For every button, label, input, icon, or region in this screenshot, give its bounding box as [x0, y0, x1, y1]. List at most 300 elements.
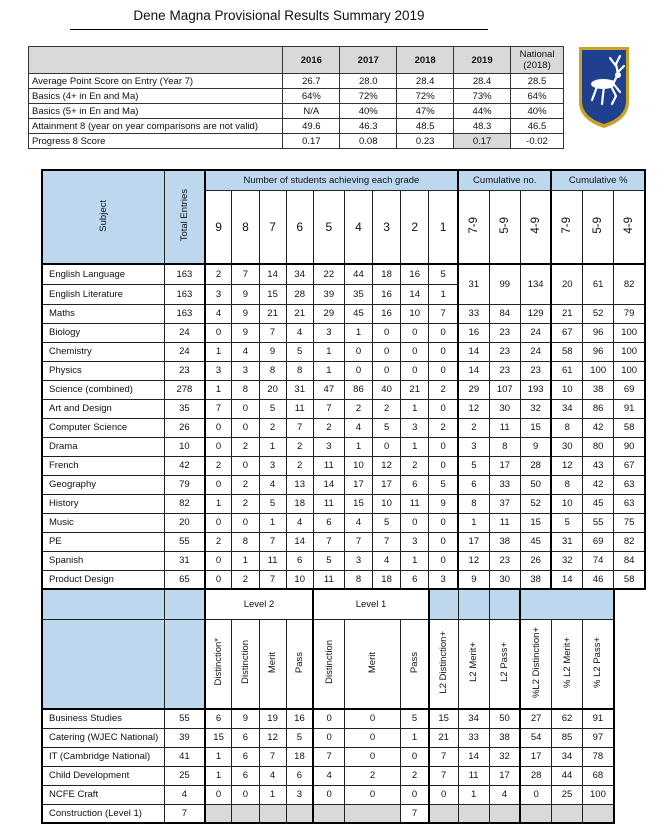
- grade-cell: 3: [313, 437, 344, 456]
- summary-header-national-text: National (2018): [519, 49, 555, 71]
- grade-cell: 6: [313, 513, 344, 532]
- grade-cell: 7: [373, 532, 401, 551]
- cum-no-cell: 38: [520, 570, 551, 589]
- cum-no-header: [489, 190, 520, 264]
- voc-cum-cell: 7: [429, 766, 458, 785]
- grade-cell: 35: [344, 284, 372, 304]
- cum-no-header-text: 4-9: [529, 216, 542, 234]
- voc-pct-cell: 62: [551, 709, 582, 728]
- grade-header: 3: [373, 190, 401, 264]
- grade-cell: 8: [259, 361, 286, 380]
- level2-cell: 16: [286, 709, 313, 728]
- cum-no-cell: 12: [458, 399, 489, 418]
- grade-cell: 3: [205, 361, 232, 380]
- voc-cum-cell: 21: [429, 728, 458, 747]
- grade-cell: 17: [344, 475, 372, 494]
- summary-row: [29, 104, 564, 119]
- grade-cell: 2: [286, 456, 313, 475]
- grade-cell: 2: [232, 475, 259, 494]
- grade-cell: 0: [205, 551, 232, 570]
- level2-cell: 0: [205, 785, 232, 804]
- page-title: Dene Magna Provisional Results Summary 2019: [70, 8, 488, 30]
- subject-cell: Maths: [42, 304, 165, 323]
- cum-no-cell: 37: [489, 494, 520, 513]
- summary-cell: 73%: [454, 89, 511, 104]
- grade-cell: 5: [259, 399, 286, 418]
- summary-cell: 40%: [340, 104, 397, 119]
- grade-cell: 0: [373, 361, 401, 380]
- table-row: [42, 747, 645, 766]
- table-row: [42, 709, 645, 728]
- summary-header-2017: 2017: [340, 47, 397, 74]
- grade-cell: 7: [205, 399, 232, 418]
- cum-no-cell: 32: [520, 399, 551, 418]
- grade-cell: 1: [401, 551, 429, 570]
- summary-cell: 46.5: [511, 119, 564, 134]
- summary-row: [29, 119, 564, 134]
- grade-cell: 9: [429, 494, 458, 513]
- grade-cell: 7: [344, 532, 372, 551]
- cum-no-cell: 84: [489, 304, 520, 323]
- grade-cell: 15: [259, 284, 286, 304]
- grade-cell: 13: [286, 475, 313, 494]
- cum-no-cell: 23: [489, 342, 520, 361]
- voc-pct-cell: 25: [551, 785, 582, 804]
- grade-cell: 11: [286, 399, 313, 418]
- grey-cell: [458, 804, 489, 823]
- summary-row-label: Progress 8 Score: [29, 134, 283, 149]
- total-cell: 278: [165, 380, 205, 399]
- cum-pct-cell: 30: [551, 437, 582, 456]
- cum-pct-cell: 58: [614, 570, 645, 589]
- grade-cell: 0: [429, 513, 458, 532]
- grade-cell: 0: [429, 399, 458, 418]
- grade-cell: 3: [429, 570, 458, 589]
- grade-cell: 11: [259, 551, 286, 570]
- grade-cell: 9: [259, 342, 286, 361]
- total-entries-header: [165, 170, 205, 264]
- subject-cell: Catering (WJEC National): [42, 728, 165, 747]
- grade-cell: 2: [232, 437, 259, 456]
- summary-row-label: Basics (5+ in En and Ma): [29, 104, 283, 119]
- grades-group-header: Number of students achieving each grade: [205, 170, 458, 190]
- level2-cell: 1: [205, 766, 232, 785]
- cum-no-cell: 2: [458, 418, 489, 437]
- total-cell: 163: [165, 304, 205, 323]
- summary-header-2019: 2019: [454, 47, 511, 74]
- total-cell: 79: [165, 475, 205, 494]
- voc-pct-group-header: [520, 589, 613, 619]
- grade-cell: 0: [205, 570, 232, 589]
- subject-cell: Science (combined): [42, 380, 165, 399]
- grade-cell: 9: [232, 304, 259, 323]
- grade-cell: 3: [232, 361, 259, 380]
- grade-cell: 7: [313, 399, 344, 418]
- cum-pct-cell: 100: [583, 361, 614, 380]
- voc-pct-cell: 68: [583, 766, 614, 785]
- grade-cell: 4: [344, 513, 372, 532]
- cum-no-header-text: 5-9: [498, 216, 511, 234]
- grade-cell: 8: [232, 380, 259, 399]
- level2-cell: 1: [259, 785, 286, 804]
- grade-cell: 14: [313, 475, 344, 494]
- cum-pct-cell: 80: [583, 437, 614, 456]
- grade-cell: 4: [344, 418, 372, 437]
- subject-cell: Computer Science: [42, 418, 165, 437]
- grade-cell: 0: [232, 399, 259, 418]
- voc-subject-blank: [42, 619, 165, 709]
- cum-pct-cell: 69: [614, 380, 645, 399]
- level1-header: Level 1: [313, 589, 429, 619]
- grade-cell: 0: [429, 437, 458, 456]
- grade-cell: 2: [259, 418, 286, 437]
- cum-pct-cell: 96: [583, 323, 614, 342]
- grade-cell: 0: [401, 323, 429, 342]
- grade-cell: 1: [401, 437, 429, 456]
- grade-cell: 45: [344, 304, 372, 323]
- cum-no-cell: 15: [520, 418, 551, 437]
- cum-pct-cell: 63: [614, 475, 645, 494]
- cum-pct-cell: 42: [583, 418, 614, 437]
- cum-pct-cell: 38: [583, 380, 614, 399]
- level2-col-header: [259, 619, 286, 709]
- total-cell: 42: [165, 456, 205, 475]
- cum-pct-cell: 8: [551, 418, 582, 437]
- total-cell: 23: [165, 361, 205, 380]
- cum-pct-cell: 21: [551, 304, 582, 323]
- table-row: [42, 475, 645, 494]
- cum-pct-cell: 82: [614, 532, 645, 551]
- grade-header: 2: [401, 190, 429, 264]
- summary-cell: 0.08: [340, 134, 397, 149]
- cum-pct-cell: 74: [583, 551, 614, 570]
- grade-cell: 2: [344, 399, 372, 418]
- voc-pct-col-header-text: % L2 Merit+: [561, 636, 573, 688]
- grade-cell: 8: [344, 570, 372, 589]
- grade-cell: 0: [232, 513, 259, 532]
- grey-cell: [286, 804, 313, 823]
- level1-cell: 7: [313, 747, 344, 766]
- subject-cell: Spanish: [42, 551, 165, 570]
- cum-no-cell: 28: [520, 456, 551, 475]
- summary-cell: N/A: [283, 104, 340, 119]
- cum-pct-cell: 20: [551, 264, 582, 304]
- grade-cell: 2: [286, 437, 313, 456]
- voc-total-header: [165, 589, 205, 619]
- grade-cell: 0: [429, 532, 458, 551]
- subject-cell: Product Design: [42, 570, 165, 589]
- total-cell: 24: [165, 323, 205, 342]
- table-row: [42, 456, 645, 475]
- cum-pct-cell: 67: [551, 323, 582, 342]
- summary-cell: 28.5: [511, 74, 564, 89]
- level2-cell: 6: [232, 747, 259, 766]
- grade-cell: 4: [232, 342, 259, 361]
- grade-cell: 14: [259, 264, 286, 284]
- cum-no-cell: 134: [520, 264, 551, 304]
- grade-cell: 0: [373, 342, 401, 361]
- voc-cum-group-header: [429, 589, 458, 619]
- vocational-header-row: [42, 589, 645, 619]
- cum-pct-header: [551, 190, 582, 264]
- grade-cell: 21: [286, 304, 313, 323]
- level2-col-header-text: Pass: [293, 651, 305, 673]
- table-row: [42, 551, 645, 570]
- summary-cell: 72%: [397, 89, 454, 104]
- cum-no-cell: 24: [520, 342, 551, 361]
- level2-col-header: [205, 619, 232, 709]
- summary-cell: 49.6: [283, 119, 340, 134]
- level1-cell: 0: [344, 709, 400, 728]
- cum-pct-header-text: 7-9: [561, 216, 574, 234]
- summary-header-national: [511, 47, 564, 74]
- cum-pct-header-text: 4-9: [623, 216, 636, 234]
- grade-cell: 6: [401, 570, 429, 589]
- cum-no-cell: 99: [489, 264, 520, 304]
- cum-no-cell: 30: [489, 399, 520, 418]
- cum-pct-header: [583, 190, 614, 264]
- grade-cell: 6: [286, 551, 313, 570]
- grade-cell: 0: [205, 475, 232, 494]
- subject-cell: Music: [42, 513, 165, 532]
- total-cell: 31: [165, 551, 205, 570]
- summary-cell: -0.02: [511, 134, 564, 149]
- cum-no-cell: 1: [458, 513, 489, 532]
- grade-cell: 12: [373, 456, 401, 475]
- voc-pct-cell: 27: [520, 709, 551, 728]
- grey-cell: [489, 804, 520, 823]
- table-row: [42, 304, 645, 323]
- summary-cell: 48.3: [454, 119, 511, 134]
- grade-cell: 2: [373, 399, 401, 418]
- summary-cell-highlight: 0.17: [454, 134, 511, 149]
- grey-cell: [344, 804, 400, 823]
- level2-cell: 6: [205, 709, 232, 728]
- cum-no-cell: 14: [458, 342, 489, 361]
- summary-row: [29, 134, 564, 149]
- grade-cell: 0: [205, 437, 232, 456]
- voc-pct-col-header: [520, 619, 551, 709]
- voc-cum-group-header: [489, 589, 520, 619]
- grade-cell: 5: [259, 494, 286, 513]
- cum-pct-cell: 8: [551, 475, 582, 494]
- grade-cell: 0: [232, 418, 259, 437]
- cum-no-cell: 193: [520, 380, 551, 399]
- table-row: [42, 532, 645, 551]
- table-row: [42, 766, 645, 785]
- voc-cum-cell: 17: [489, 766, 520, 785]
- table-row: [42, 494, 645, 513]
- level2-cell: 6: [286, 766, 313, 785]
- voc-cum-col-header-text: L2 Merit+: [468, 642, 480, 683]
- cum-no-cell: 5: [458, 456, 489, 475]
- level2-cell: 9: [232, 709, 259, 728]
- grade-cell: 18: [373, 264, 401, 284]
- cum-no-cell: 129: [520, 304, 551, 323]
- grade-cell: 21: [401, 380, 429, 399]
- subject-cell: Biology: [42, 323, 165, 342]
- cum-pct-cell: 58: [614, 418, 645, 437]
- level1-cell: 2: [401, 766, 429, 785]
- table-row: [42, 399, 645, 418]
- total-entries-header-text: Total Entries: [178, 189, 190, 242]
- grade-cell: 5: [429, 264, 458, 284]
- voc-pct-col-header-text: %L2 Distinction+: [530, 626, 542, 698]
- grade-cell: 2: [313, 418, 344, 437]
- subject-cell: NCFE Craft: [42, 785, 165, 804]
- grade-header: 7: [259, 190, 286, 264]
- grade-cell: 16: [401, 264, 429, 284]
- grade-header: 4: [344, 190, 372, 264]
- grade-cell: 18: [373, 570, 401, 589]
- grade-cell: 3: [401, 418, 429, 437]
- table-row: [42, 728, 645, 747]
- summary-row: [29, 89, 564, 104]
- grade-cell: 7: [259, 532, 286, 551]
- grade-cell: 2: [205, 264, 232, 284]
- level1-col-header: [401, 619, 429, 709]
- level1-cell: 1: [401, 728, 429, 747]
- subject-cell: English Literature: [42, 284, 165, 304]
- grade-cell: 5: [313, 551, 344, 570]
- summary-table: [28, 46, 564, 149]
- grade-header: 5: [313, 190, 344, 264]
- voc-cum-cell: 32: [489, 747, 520, 766]
- cum-pct-cell: 82: [614, 264, 645, 304]
- grade-cell: 9: [232, 284, 259, 304]
- grade-cell: 0: [344, 342, 372, 361]
- summary-cell: 26.7: [283, 74, 340, 89]
- summary-cell: 64%: [283, 89, 340, 104]
- grade-cell: 7: [313, 532, 344, 551]
- level1-cell: 0: [313, 785, 344, 804]
- cum-pct-cell: 42: [583, 475, 614, 494]
- grade-cell: 3: [313, 323, 344, 342]
- subject-cell: Chemistry: [42, 342, 165, 361]
- cum-pct-cell: 84: [614, 551, 645, 570]
- cum-no-cell: 8: [458, 494, 489, 513]
- level1-col-header: [313, 619, 344, 709]
- grade-cell: 28: [286, 284, 313, 304]
- table-row: [42, 264, 645, 284]
- cum-no-cell: 12: [458, 551, 489, 570]
- voc-cum-cell: 4: [489, 785, 520, 804]
- cum-no-cell: 17: [458, 532, 489, 551]
- cum-no-cell: 11: [489, 513, 520, 532]
- grade-cell: 4: [373, 551, 401, 570]
- grade-cell: 8: [286, 361, 313, 380]
- grade-cell: 3: [259, 456, 286, 475]
- grade-cell: 0: [373, 323, 401, 342]
- grade-cell: 1: [401, 399, 429, 418]
- level1-cell: 4: [313, 766, 344, 785]
- voc-cum-col-header: [429, 619, 458, 709]
- level2-cell: 18: [286, 747, 313, 766]
- cum-pct-cell: 46: [583, 570, 614, 589]
- table-row: [42, 361, 645, 380]
- summary-row-label: Attainment 8 (year on year comparisons are not valid): [29, 119, 283, 134]
- cum-no-cell: 3: [458, 437, 489, 456]
- cum-pct-cell: 32: [551, 551, 582, 570]
- grade-cell: 2: [429, 418, 458, 437]
- voc-cum-cell: 50: [489, 709, 520, 728]
- grade-cell: 86: [344, 380, 372, 399]
- subject-cell: PE: [42, 532, 165, 551]
- cum-no-cell: 9: [520, 437, 551, 456]
- cumulative-no-header: Cumulative no.: [458, 170, 551, 190]
- grade-cell: 0: [205, 513, 232, 532]
- cum-pct-cell: 79: [614, 304, 645, 323]
- table-row: [42, 323, 645, 342]
- cum-no-cell: 23: [489, 323, 520, 342]
- level2-cell: 4: [259, 766, 286, 785]
- voc-cum-cell: 15: [429, 709, 458, 728]
- grade-cell: 2: [429, 380, 458, 399]
- voc-cum-cell: 11: [458, 766, 489, 785]
- voc-cum-cell: 38: [489, 728, 520, 747]
- cum-pct-cell: 96: [583, 342, 614, 361]
- grade-cell: 39: [313, 284, 344, 304]
- voc-cum-cell: 14: [458, 747, 489, 766]
- grade-cell: 1: [205, 494, 232, 513]
- grade-cell: 0: [401, 342, 429, 361]
- level2-col-header-text: Distinction: [239, 640, 251, 685]
- cum-no-cell: 107: [489, 380, 520, 399]
- summary-header-2018: 2018: [397, 47, 454, 74]
- summary-cell: 28.4: [454, 74, 511, 89]
- level1-cell: 0: [313, 709, 344, 728]
- grade-cell: 21: [259, 304, 286, 323]
- grey-cell: [313, 804, 344, 823]
- cum-no-header-text: 7-9: [467, 216, 480, 234]
- grade-cell: 7: [259, 570, 286, 589]
- grade-cell: 1: [205, 380, 232, 399]
- grade-cell: 4: [286, 513, 313, 532]
- summary-cell: 64%: [511, 89, 564, 104]
- summary-header-row: [29, 47, 564, 74]
- cum-no-cell: 11: [489, 418, 520, 437]
- level2-cell: 1: [205, 747, 232, 766]
- subject-cell: Physics: [42, 361, 165, 380]
- voc-pct-cell: 17: [520, 747, 551, 766]
- grade-cell: 0: [205, 323, 232, 342]
- voc-pct-cell: 0: [520, 785, 551, 804]
- grade-cell: 11: [313, 456, 344, 475]
- cum-pct-cell: 75: [614, 513, 645, 532]
- cum-pct-cell: 31: [551, 532, 582, 551]
- cum-pct-cell: 34: [551, 399, 582, 418]
- cum-no-cell: 15: [520, 513, 551, 532]
- grade-cell: 20: [259, 380, 286, 399]
- table-row: [42, 513, 645, 532]
- cum-pct-header-text: 5-9: [592, 216, 605, 234]
- grade-cell: 4: [286, 323, 313, 342]
- voc-pct-cell: 28: [520, 766, 551, 785]
- level2-cell: 19: [259, 709, 286, 728]
- grade-cell: 1: [313, 361, 344, 380]
- level1-col-header: [344, 619, 400, 709]
- summary-cell: 40%: [511, 104, 564, 119]
- grade-cell: 0: [401, 513, 429, 532]
- grade-cell: 4: [259, 475, 286, 494]
- level1-cell: 5: [401, 709, 429, 728]
- level2-col-header-text: Merit: [267, 651, 279, 673]
- total-cell: 25: [165, 766, 205, 785]
- voc-pct-cell: 54: [520, 728, 551, 747]
- grade-cell: 1: [344, 437, 372, 456]
- subject-header-text: Subject: [98, 199, 110, 232]
- total-cell: 82: [165, 494, 205, 513]
